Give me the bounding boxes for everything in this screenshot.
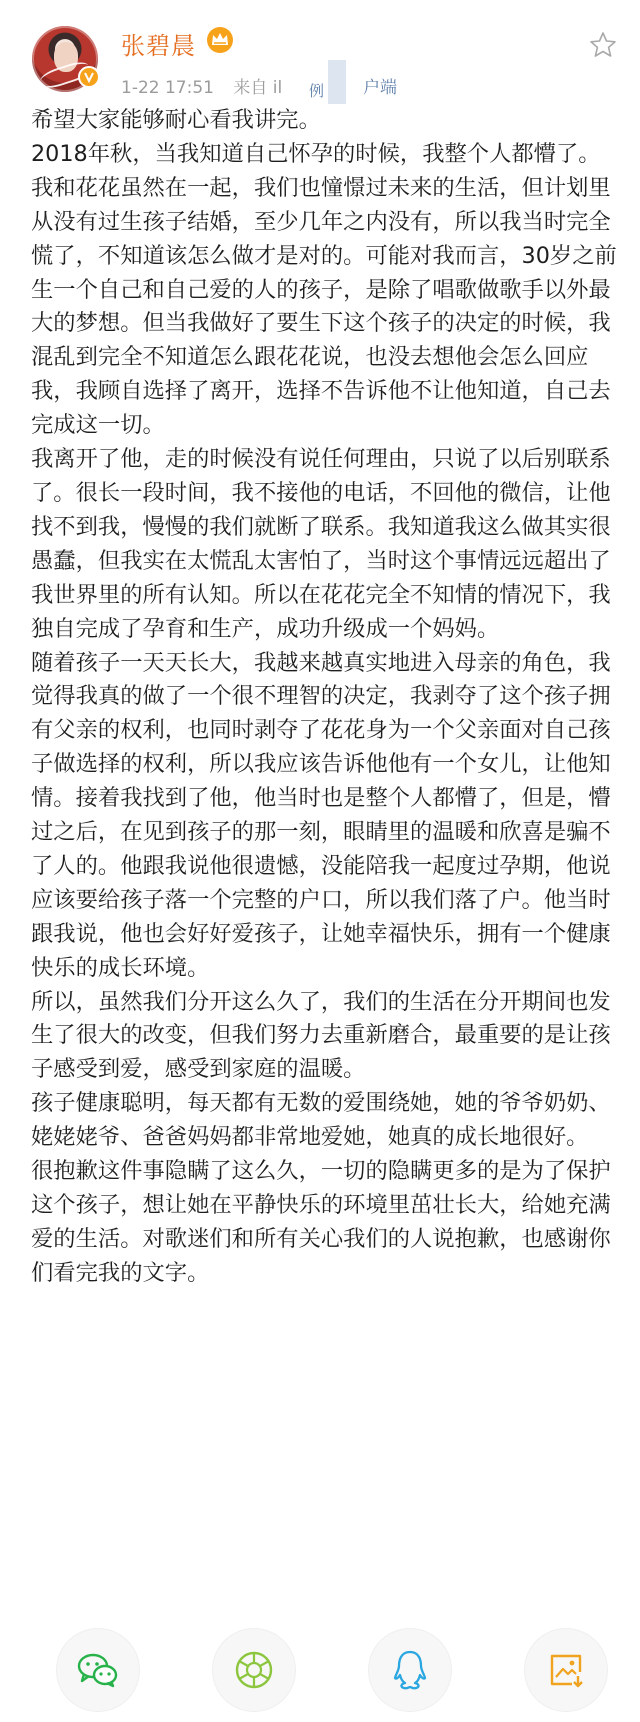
save-image-button[interactable]: [524, 1628, 608, 1712]
share-bar: [0, 1620, 640, 1720]
source-partial: 例: [309, 82, 325, 100]
redaction-block: [328, 60, 346, 104]
paragraph: 希望大家能够耐心看我讲完。: [31, 107, 321, 133]
paragraph: 很抱歉这件事隐瞒了这么久，一切的隐瞒更多的是为了保护这个孩子，想让她在平静快乐的环境里茁壮长大，给她充满爱的生活。对歌迷们和所有关心我们的人说抱歉，也感谢你们看完我的文字。: [31, 1158, 611, 1286]
moments-icon: [232, 1648, 276, 1692]
paragraph: 所以，虽然我们分开这么久了，我们的生活在分开期间也发生了很大的改变，但我们努力去重新磨合，最重要的是让孩子感受到爱，感受到家庭的温暖。: [31, 988, 611, 1083]
post-body: [31, 104, 619, 1291]
wechat-icon: [76, 1650, 120, 1690]
username[interactable]: 张碧晨: [121, 32, 196, 60]
verified-badge-icon: [78, 66, 100, 88]
post-header: [0, 0, 640, 104]
paragraph: 2018年秋，当我知道自己怀孕的时候，我整个人都懵了。我和花花虽然在一起，我们也憧憬过未来的生活，但计划里从没有过生孩子结婚，至少几年之内没有，所以我当时完全慌了，不知道该怎么做才是对的。可能对我而言，30岁之前生一个自己和自己爱的人的孩子，是除了唱歌做歌手以外最大的梦想。但当我做好了要生下这个孩子的决定的时候，我混乱到完全不知道怎么跟花花说，也没去想他会怎么回应我，我顾自选择了离开，选择不告诉他不让他知道，自己去完成这一切。: [31, 140, 617, 439]
favorite-star-icon[interactable]: [588, 30, 618, 60]
vip-crown-icon: [205, 26, 235, 54]
timestamp: 1-22 17:51: [121, 78, 214, 98]
paragraph: 孩子健康聪明，每天都有无数的爱围绕她，她的爷爷奶奶、姥姥姥爷、爸爸妈妈都非常地爱她，她真的成长地很好。: [31, 1090, 611, 1151]
source-prefix: 来自 il: [233, 78, 283, 98]
qq-icon: [390, 1648, 430, 1692]
paragraph: 随着孩子一天天长大，我越来越真实地进入母亲的角色，我觉得我真的做了一个很不理智的决定，我剥夺了这个孩子拥有父亲的权利，也同时剥夺了花花身为一个父亲面对自己孩子做选择的权利，所以我应该告诉他他有一个女儿，让他知情。接着我找到了他，他当时也是整个人都懵了，但是，懵过之后，在见到孩子的那一刻，眼睛里的温暖和欣喜是骗不了人的。他跟我说他很遗憾，没能陪我一起度过孕期，他说应该要给孩子落一个完整的户口，所以我们落了户。他当时跟我说，他也会好好爱孩子，让她幸福快乐，拥有一个健康快乐的成长环境。: [31, 649, 611, 981]
share-wechat-button[interactable]: [56, 1628, 140, 1712]
save-image-icon: [546, 1650, 586, 1690]
share-moments-button[interactable]: [212, 1628, 296, 1712]
source-suffix[interactable]: 户端: [363, 78, 398, 98]
share-qq-button[interactable]: [368, 1628, 452, 1712]
paragraph: 我离开了他，走的时候没有说任何理由，只说了以后别联系了。很长一段时间，我不接他的电话，不回他的微信，让他找不到我，慢慢的我们就断了联系。我知道我这么做其实很愚蠢，但我实在太慌乱太害怕了，当时这个事情远远超出了我世界里的所有认知。所以在花花完全不知情的情况下，我独自完成了孕育和生产，成功升级成一个妈妈。: [31, 446, 611, 642]
